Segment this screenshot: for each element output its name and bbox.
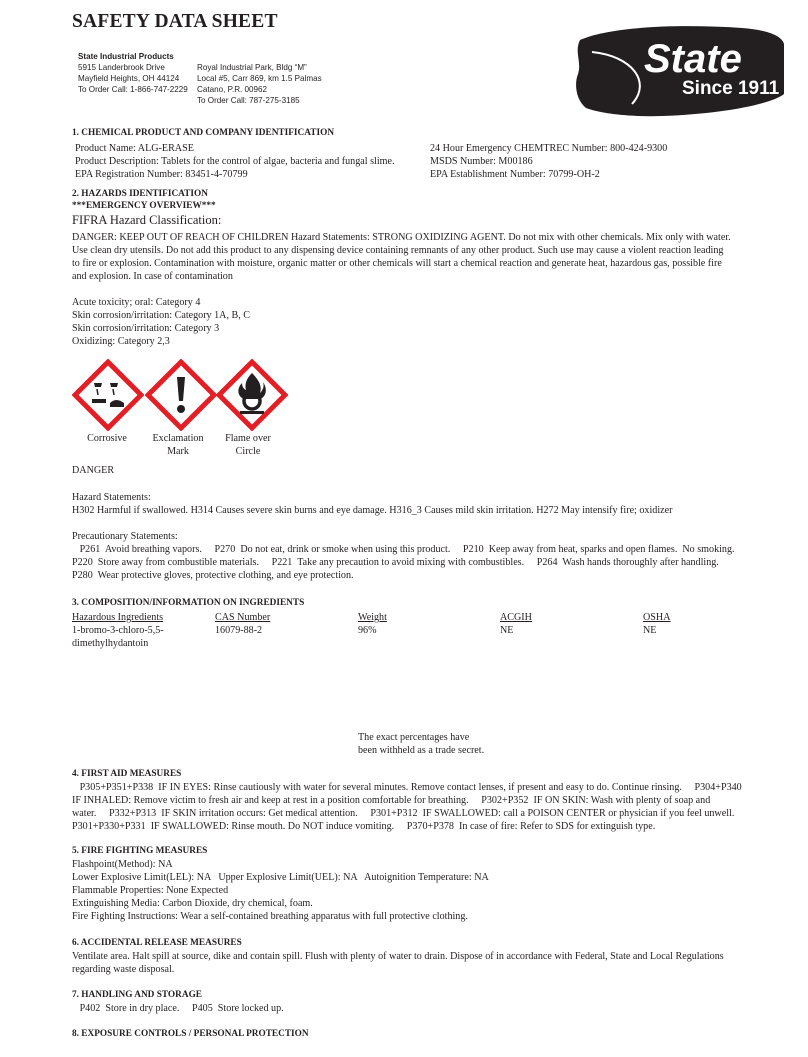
hazard-class: Skin corrosion/irritation: Category 3 [72,323,220,334]
table-row [72,624,164,650]
handling-storage-text: P402 Store in dry place. P405 Store locked up. [72,1003,284,1014]
address-line: Catano, P.R. 00962 [197,85,268,94]
hazard-classes [72,296,250,348]
section-1-right [430,142,667,181]
note-line: been withheld as a trade secret. [358,745,485,756]
address-line: 5915 Landerbrook Drive [78,63,165,72]
product-description: Product Description: Tablets for the control of algae, bacteria and fungal slime. [75,156,395,167]
section-6-heading: 6. ACCIDENTAL RELEASE MEASURES [72,938,242,948]
ingredient-name: dimethylhydantoin [72,638,149,649]
registered-mark: ® [767,39,776,53]
danger-line: DANGER: KEEP OUT OF REACH OF CHILDREN Hazard Statements: STRONG OXIDIZING AGENT. Do not mix with other chemicals. Mix only with water. [72,232,731,243]
fire-line: Flammable Properties: None Expected [72,885,229,896]
acgih-value: NE [500,625,514,636]
release-line: regarding waste disposal. [72,964,175,975]
precaution-line: P261 Avoid breathing vapors. P270 Do not eat, drink or smoke when using this product. P210 Keep away from heat, sparks and open flames. No smoking. [72,544,735,555]
hazard-class: Oxidizing: Category 2,3 [72,336,170,347]
section-4-heading: 4. FIRST AID MEASURES [72,769,182,779]
section-7-heading: 7. HANDLING AND STORAGE [72,990,203,1000]
hazard-statements-label: Hazard Statements: [72,492,151,503]
first-aid-text [72,781,742,833]
fire-line: Lower Explosive Limit(LEL): NA Upper Explosive Limit(UEL): NA Autoignition Temperature: NA [72,872,489,883]
section-1-heading: 1. CHEMICAL PRODUCT AND COMPANY IDENTIFICATION [72,128,335,138]
state-logo [572,22,786,118]
col-acgih: ACGIH [500,612,532,623]
precaution-line: P280 Wear protective gloves, protective clothing, and eye protection. [72,570,354,581]
osha-value: NE [643,625,657,636]
pictogram-label-flame: Flame over Circle [225,433,271,457]
product-name: Product Name: ALG-ERASE [75,143,194,154]
danger-line: and explosion. In case of contamination [72,271,233,282]
address-line: Royal Industrial Park, Bldg “M” [197,63,307,72]
accidental-release-text [72,950,724,976]
first-aid-line: IF INHALED: Remove victim to fresh air and keep at rest in a position comfortable for breathing. P302+P352 IF ON SKIN: Wash with plenty of soap and [72,795,711,806]
order-phone: To Order Call: 787-275-3185 [197,96,300,105]
exclamation-mark-icon [145,359,217,431]
hazard-class: Skin corrosion/irritation: Category 1A, B, C [72,310,251,321]
danger-line: to fire or explosion. Contamination with moisture, organic matter or other chemicals will start a chemical reaction and generate heat, hazardous gas, possible fire [72,258,722,269]
col-hazardous-ingredients: Hazardous Ingredients [72,612,164,623]
col-osha: OSHA [643,612,671,623]
logo-since: Since 1911 [682,78,780,99]
company-address-left [78,51,188,95]
col-weight: Weight [358,612,387,623]
col-cas-number: CAS Number [215,612,271,623]
fire-fighting-text [72,858,489,923]
precautionary-statements [72,543,735,582]
flame-over-circle-icon [216,359,288,431]
section-2-heading: 2. HAZARDS IDENTIFICATION [72,189,208,199]
pictogram-label-exclamation: Exclamation Mark [152,433,204,457]
company-name: State Industrial Products [78,52,174,61]
weight-value: 96% [358,625,377,636]
epa-establishment: EPA Establishment Number: 70799-OH-2 [430,169,600,180]
precaution-line: P220 Store away from combustible materials. P221 Take any precaution to avoid mixing with combustibles. P264 Wash hands thoroughly after handling. [72,557,719,568]
document-title: SAFETY DATA SHEET [72,11,278,32]
address-line: Mayfield Heights, OH 44124 [78,74,180,83]
section-3-heading: 3. COMPOSITION/INFORMATION ON INGREDIENTS [72,598,305,608]
cas-value: 16079-88-2 [215,625,263,636]
danger-paragraph [72,231,731,283]
fire-line: Fire Fighting Instructions: Wear a self-contained breathing apparatus with full protective clothing. [72,911,468,922]
trade-secret-note [358,731,484,757]
section-5-heading: 5. FIRE FIGHTING MEASURES [72,846,208,856]
pictogram-label-corrosive: Corrosive [87,433,127,444]
logo-wordmark: State [644,37,742,81]
corrosive-icon [72,359,144,431]
fire-line: Extinguishing Media: Carbon Dioxide, dry chemical, foam. [72,898,313,909]
order-phone: To Order Call: 1-866-747-2229 [78,85,188,94]
emergency-overview: ***EMERGENCY OVERVIEW*** [72,201,216,211]
address-line: Local #5, Carr 869, km 1.5 Palmas [197,74,322,83]
chemtrec-number: 24 Hour Emergency CHEMTREC Number: 800-424-9300 [430,143,668,154]
fire-line: Flashpoint(Method): NA [72,859,173,870]
hazard-class: Acute toxicity; oral: Category 4 [72,297,201,308]
signal-word: DANGER [72,465,115,476]
release-line: Ventilate area. Halt spill at source, dike and contain spill. Flush with plenty of water to drain. Dispose of in accordance with Federal, State and Local Regulations [72,951,724,962]
fifra-heading: FIFRA Hazard Classification: [72,213,222,227]
danger-line: Use clean dry utensils. Do not add this product to any dispensing device containing remnants of any other product. Such use may cause a violent reaction leading [72,245,724,256]
epa-registration: EPA Registration Number: 83451-4-70799 [75,169,248,180]
precautionary-label: Precautionary Statements: [72,531,178,542]
ingredient-name: 1-bromo-3-chloro-5,5- [72,625,164,636]
first-aid-line: P301+P330+P331 IF SWALLOWED: Rinse mouth. Do NOT induce vomiting. P370+P378 In case of fire: Refer to SDS for extinguish type. [72,821,656,832]
note-line: The exact percentages have [358,732,470,743]
section-1-left [75,142,394,181]
company-address-right [197,62,322,106]
first-aid-line: P305+P351+P338 IF IN EYES: Rinse cautiously with water for several minutes. Remove contact lenses, if present and easy to do. Continue rinsing. P304+P340 [72,782,742,793]
hazard-statements: H302 Harmful if swallowed. H314 Causes severe skin burns and eye damage. H316_3 Causes mild skin irritation. H272 May intensify fire; oxidizer [72,505,673,516]
msds-number: MSDS Number: M00186 [430,156,533,167]
section-8-heading: 8. EXPOSURE CONTROLS / PERSONAL PROTECTION [72,1029,309,1039]
first-aid-line: water. P332+P313 IF SKIN irritation occurs: Get medical attention. P301+P312 IF SWALLOWED: call a POISON CENTER or physician if you feel unwell. [72,808,735,819]
